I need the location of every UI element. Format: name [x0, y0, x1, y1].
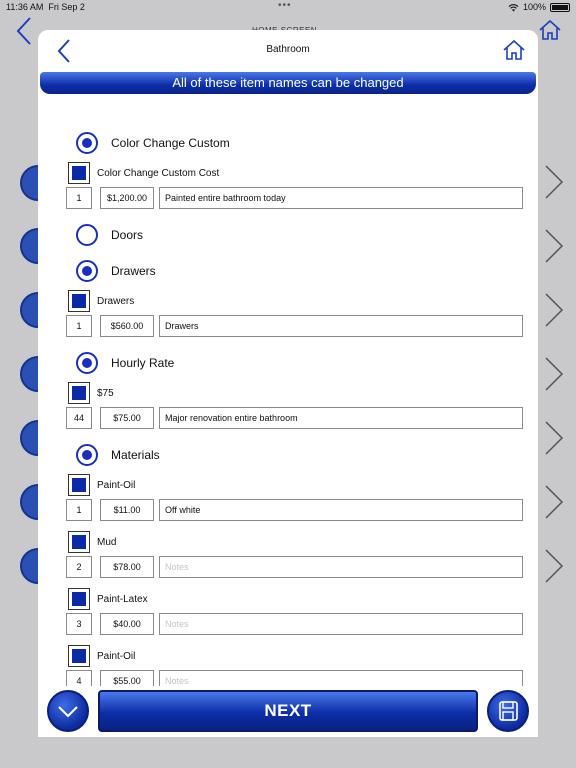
quantity-field[interactable]: 44 [66, 407, 92, 429]
modal-header [38, 30, 538, 70]
chevron-down-icon [49, 692, 87, 730]
battery-icon [550, 3, 570, 12]
bathroom-modal [38, 30, 538, 737]
item-checkbox-row[interactable] [68, 474, 135, 496]
item-label: $75 [97, 387, 114, 399]
chevron-right-icon[interactable] [542, 484, 566, 520]
status-bar [0, 0, 576, 14]
quantity-field[interactable]: 3 [66, 613, 92, 635]
quantity-field[interactable]: 4 [66, 670, 92, 692]
price-field[interactable]: $560.00 [100, 315, 154, 337]
checkbox-checked[interactable] [68, 162, 90, 184]
item-label: Color Change Custom Cost [97, 167, 220, 179]
save-icon [489, 692, 527, 730]
collapse-button[interactable] [47, 690, 89, 732]
radio-selected[interactable] [76, 260, 98, 282]
quantity-field[interactable]: 2 [66, 556, 92, 578]
wifi-icon [508, 3, 519, 12]
price-field[interactable]: $55.00 [100, 670, 154, 692]
checkbox-checked[interactable] [68, 645, 90, 667]
group-label: Doors [111, 228, 144, 242]
price-field[interactable]: $40.00 [100, 613, 154, 635]
battery-percent: 100% [522, 2, 546, 12]
group-label: Materials [111, 448, 160, 462]
chevron-right-icon[interactable] [542, 164, 566, 200]
item-label: Paint-Latex [97, 593, 148, 605]
chevron-right-icon[interactable] [542, 228, 566, 264]
status-right [508, 2, 570, 12]
group-row-drawers[interactable] [76, 260, 156, 282]
item-label: Paint-Oil [97, 479, 136, 491]
checkbox-checked[interactable] [68, 382, 90, 404]
group-row-color-change-custom[interactable] [76, 132, 230, 154]
checkbox-checked[interactable] [68, 290, 90, 312]
notes-field[interactable]: Painted entire bathroom today [159, 187, 523, 209]
notes-field[interactable]: Major renovation entire bathroom [159, 407, 523, 429]
item-checkbox-row[interactable] [68, 588, 148, 610]
price-field[interactable]: $75.00 [100, 407, 154, 429]
status-time: 11:36 AM Fri Sep 2 [6, 2, 85, 12]
quantity-field[interactable]: 1 [66, 187, 92, 209]
group-row-doors[interactable] [76, 224, 143, 246]
price-field[interactable]: $11.00 [100, 499, 154, 521]
price-field[interactable]: $78.00 [100, 556, 154, 578]
group-row-materials[interactable] [76, 444, 160, 466]
modal-footer [38, 686, 538, 737]
notes-field[interactable]: Notes [159, 670, 523, 692]
price-field[interactable]: $1,200.00 [100, 187, 154, 209]
radio-selected[interactable] [76, 444, 98, 466]
item-checkbox-row[interactable] [68, 645, 135, 667]
home-icon[interactable] [502, 38, 526, 62]
checkbox-checked[interactable] [68, 474, 90, 496]
checkbox-checked[interactable] [68, 531, 90, 553]
group-row-hourly-rate[interactable] [76, 352, 174, 374]
save-button[interactable] [487, 690, 529, 732]
info-banner: All of these item names can be changed [40, 72, 536, 94]
radio-unselected[interactable] [76, 224, 98, 246]
notes-field[interactable]: Off white [159, 499, 523, 521]
home-icon[interactable] [538, 18, 562, 42]
chevron-right-icon[interactable] [542, 356, 566, 392]
item-list[interactable] [38, 96, 538, 686]
item-checkbox-row[interactable] [68, 531, 116, 553]
quantity-field[interactable]: 1 [66, 315, 92, 337]
chevron-right-icon[interactable] [542, 420, 566, 456]
checkbox-checked[interactable] [68, 588, 90, 610]
item-checkbox-row[interactable] [68, 382, 114, 404]
group-label: Drawers [111, 264, 156, 278]
next-button[interactable]: NEXT [98, 690, 478, 732]
group-label: Color Change Custom [111, 136, 230, 150]
item-label: Drawers [97, 295, 135, 307]
back-chevron-icon[interactable] [14, 16, 34, 46]
notes-field[interactable]: Notes [159, 613, 523, 635]
item-label: Paint-Oil [97, 650, 136, 662]
item-checkbox-row[interactable] [68, 290, 134, 312]
radio-selected[interactable] [76, 352, 98, 374]
chevron-right-icon[interactable] [542, 292, 566, 328]
item-label: Mud [97, 536, 117, 548]
notes-field[interactable]: Notes [159, 556, 523, 578]
multitask-dots[interactable]: ••• [278, 0, 292, 11]
quantity-field[interactable]: 1 [66, 499, 92, 521]
radio-selected[interactable] [76, 132, 98, 154]
notes-field[interactable]: Drawers [159, 315, 523, 337]
chevron-right-icon[interactable] [542, 548, 566, 584]
modal-title: Bathroom [266, 44, 310, 55]
item-checkbox-row[interactable] [68, 162, 219, 184]
group-label: Hourly Rate [111, 356, 175, 370]
